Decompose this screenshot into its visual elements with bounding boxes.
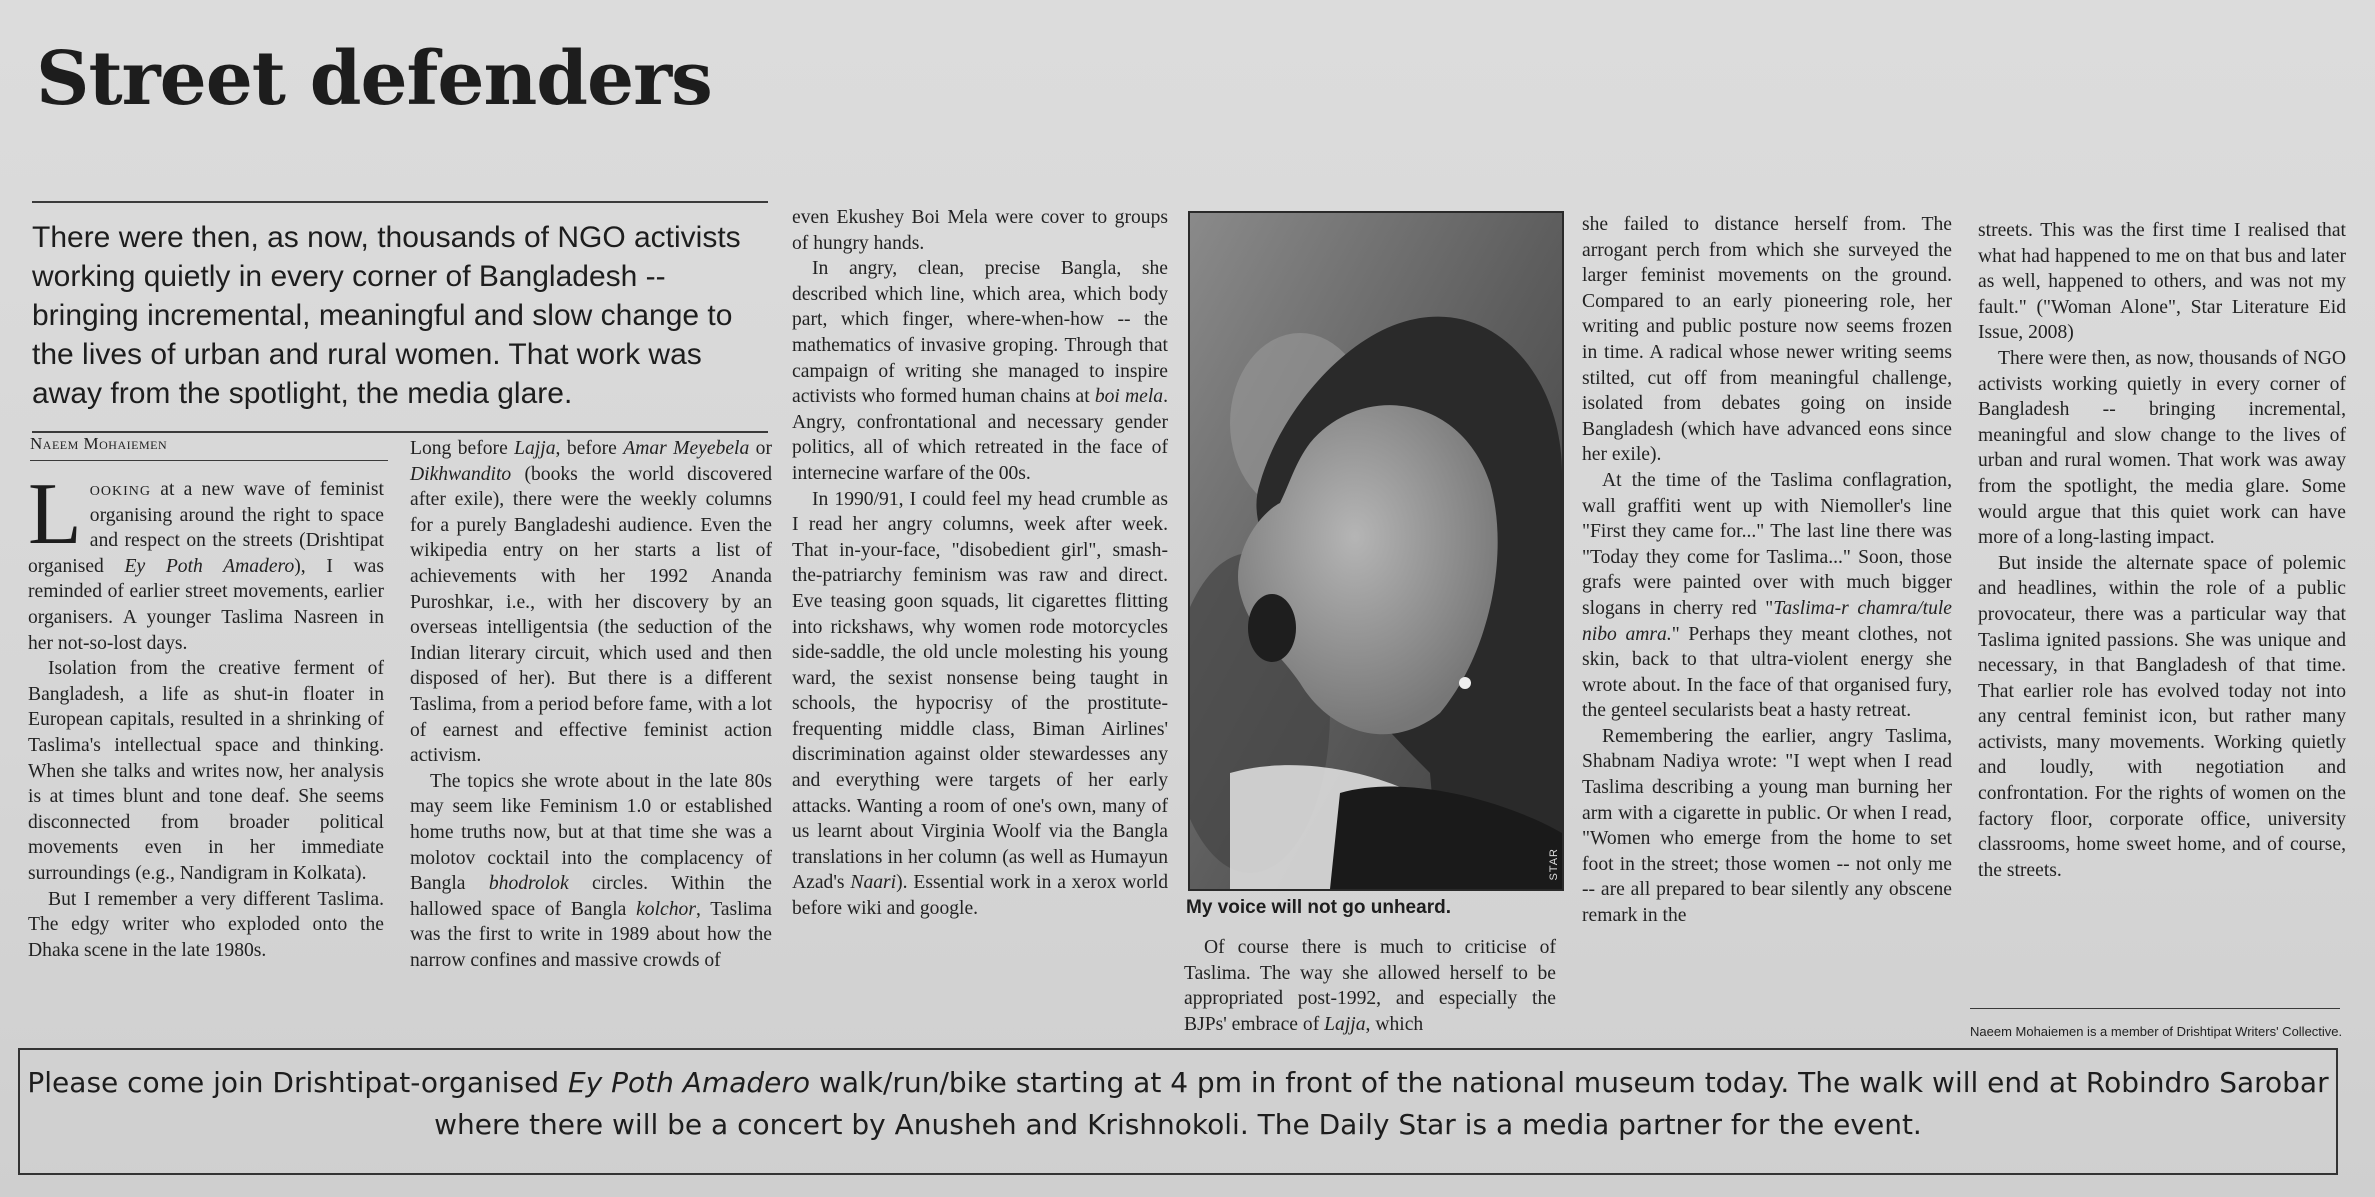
paragraph-text: In 1990/91, I could feel my head crumble as I read her angry columns, week after week. That in-your-face, "disobedient girl", smash-the-patriarchy feminism was raw and direct. Eve teasing goon squads, lit cigarettes flitting into rickshaws, why women rode motorcycles side-saddle, the old uncle molesting his young ward, the sexist nonsense being taught in schools, the hypocrisy of the prostitute-frequenting middle class, Biman Airlines' discrimination against older stewardesses any and everything were targets of her early attacks. Wanting a room of one's own, many of us learnt about Virginia Woolf via the Bangla translations in her column (as well as Humayun Azad's xyxy=(792,488,1168,894)
italic-term: bhodrolok xyxy=(488,873,569,895)
standfirst-bottom-rule xyxy=(32,431,768,433)
article-paragraph: But I remember a very different Taslima. The edgy writer who exploded onto the Dhaka scene in the late 1980s. xyxy=(28,888,384,961)
paragraph-text: " Perhaps they meant clothes, not skin, back to that ultra-violent energy she wrote about. In the face of that organised fury, the genteel secularists beat a hasty retreat. xyxy=(1582,623,1952,722)
italic-quote: Taslima-r chamra/tule nibo amra. xyxy=(1582,597,1953,645)
photo-caption: My voice will not go unheard. xyxy=(1186,897,1451,918)
paragraph-text: (books the world discovered after exile), there were the weekly columns for a purely Bangladeshi audience. Even the wikipedia entry on her starts a list of achievements with her 1992 Ananda Puroshkar, i.e., with her discovery by an overseas intelligentsia (the seduction of the Indian literary circuit, which used and then disposed of her). But there is a different Taslima, from a period before fame, with a lot of earnest and effective feminist action activism. xyxy=(410,463,772,767)
article-paragraph xyxy=(1582,468,1952,724)
article-column-4 xyxy=(1184,935,1556,1037)
byline-rule xyxy=(30,460,388,461)
article-paragraph xyxy=(410,769,772,974)
headline: Street defenders xyxy=(36,36,712,122)
paragraph-text: , Taslima was the first to write in 1989 about how the narrow confines and massive crowds of xyxy=(410,898,772,971)
paragraph-text: , which xyxy=(1365,1013,1424,1035)
italic-term: kolchor xyxy=(636,898,696,920)
article-column-3 xyxy=(792,205,1168,922)
paragraph-text: At the time of the Taslima conflagration, wall graffiti went up with Niemoller's line "First they came for..." The last line there was "Today they come for Taslima..." Soon, those grafs were painted over with much bigger slogans in cherry red " xyxy=(1582,469,1952,619)
article-column-1 xyxy=(28,466,384,963)
paragraph-text: ). Essential work in a xerox world before wiki and google. xyxy=(792,872,1168,920)
article-paragraph: But inside the alternate space of polemic and headlines, within the role of a public provocateur, there was a particular way that Taslima ignited passions. She was unique and necessary, in that Bangladesh of that time. That earlier role has evolved today not into any central feminist icon, but rather many activists, many movements. Working quietly and loudly, with negotiation and confrontation. For the rights of women on the factory floor, corporate office, university classrooms, home sweet home, and of course, the streets. xyxy=(1978,552,2346,881)
italic-title: Dikhwandito xyxy=(410,463,512,485)
article-paragraph xyxy=(792,256,1168,486)
standfirst: There were then, as now, thousands of NGO activists working quietly in every corner of Bangladesh -- bringing incremental, meaningful and slow change to the lives of urban and rural women. That work was away from the spotlight, the media glare. xyxy=(32,221,741,410)
woman-shouting-image xyxy=(1190,213,1562,889)
paragraph-text: , before xyxy=(555,438,624,459)
article-paragraph: she failed to distance herself from. The arrogant perch from which she surveyed the larger feminist movements on the ground. Compared to an early pioneering role, her writing and public posture now seems frozen in time. A radical whose newer writing seems stilted, cut off from meaningful challenge, isolated from debates going on inside Bangladesh (which have advanced eons since her exile). xyxy=(1582,214,1952,466)
article-paragraph xyxy=(28,466,384,656)
paragraph-text: circles. Within the hallowed space of Bangla xyxy=(410,873,772,920)
standfirst-top-rule xyxy=(32,201,768,203)
paragraph-text: Long before xyxy=(410,438,515,459)
bio-rule xyxy=(1970,1008,2340,1009)
author-bio: Naeem Mohaiemen is a member of Drishtipat Writers' Collective. xyxy=(1970,1024,2343,1039)
italic-title: Lajja xyxy=(1324,1013,1366,1035)
article-paragraph: Isolation from the creative ferment of Bangladesh, a life as shut-in floater in European capitals, resulted in a shrinking of Taslima's intellectual space and thinking. When she talks and writes now, her analysis is at times blunt and tone deaf. She seems disconnected from broader political movements even in her immediate surroundings (e.g., Nandigram in Kolkata). xyxy=(28,658,384,884)
italic-title: Ey Poth Amadero xyxy=(124,555,295,577)
lead-in-caps: ooking xyxy=(89,479,151,500)
italic-term: boi mela xyxy=(1094,386,1164,408)
promo-event-name: Ey Poth Amadero xyxy=(568,1066,811,1099)
paragraph-text: The topics she wrote about in the late 80s may seem like Feminism 1.0 or established home truths now, but at that time she was a molotov cocktail into the complacency of Bangla xyxy=(410,770,772,895)
article-column-6 xyxy=(1978,218,2346,883)
article-column-5 xyxy=(1582,212,1952,929)
paragraph-text: at a new wave of feminist organising around the right to space and respect on the streets (Drishtipat organised xyxy=(28,479,384,577)
article-paragraph: Remembering the earlier, angry Taslima, Shabnam Nadiya wrote: "I wept when I read Taslima describing a young man burning her arm with a cigarette in public. Or when I read, "Women who emerge from the home to set foot in the street; those women -- not only me -- are all prepared to bear silently any obscene remark in the xyxy=(1582,725,1952,927)
paragraph-text: . Angry, confrontational and necessary gender politics, all of which retreated in the face of internecine warfare of the 00s. xyxy=(792,386,1168,484)
promo-text: walk/run/bike starting at 4 pm in front of the national museum today. The walk will end at Robindro Sarobar where there will be a concert by Anusheh and Krishnokoli. The Daily Star is a media partner for the event. xyxy=(434,1066,2329,1141)
italic-title: Amar Meyebela xyxy=(623,438,750,459)
byline: Naeem Mohaiemen xyxy=(30,434,168,453)
paragraph-text: In angry, clean, precise Bangla, she described which line, which area, which body part, which finger, where-when-how -- the mathematics of invasive groping. Through that campaign of writing she managed to inspire activists who formed human chains at xyxy=(792,258,1168,408)
article-column-2 xyxy=(410,436,772,973)
promo-text: Please come join Drishtipat-organised xyxy=(27,1066,568,1099)
paragraph-text: Of course there is much to criticise of Taslima. The way she allowed herself to be appropriated post-1992, and especially the BJPs' embrace of xyxy=(1184,937,1556,1035)
article-paragraph xyxy=(792,487,1168,922)
event-promo-text xyxy=(20,1062,2336,1146)
paragraph-text: or xyxy=(749,438,772,459)
italic-title: Lajja xyxy=(514,438,556,459)
photo-credit: STAR xyxy=(1548,848,1560,881)
article-paragraph: even Ekushey Boi Mela were cover to groups of hungry hands. xyxy=(792,207,1168,254)
protest-photo xyxy=(1188,211,1564,891)
article-paragraph xyxy=(1184,935,1556,1037)
italic-title: Naari xyxy=(850,872,897,894)
article-paragraph: There were then, as now, thousands of NGO activists working quietly in every corner of Bangladesh -- bringing incremental, meaningful and slow change to the lives of urban and rural women. That work was away from the spotlight, the media glare. Some would argue that this quiet work can have more of a long-lasting impact. xyxy=(1978,347,2346,549)
drop-cap: L xyxy=(28,466,82,563)
event-promo-box xyxy=(18,1048,2338,1175)
article-paragraph xyxy=(410,436,772,769)
article-paragraph: streets. This was the first time I realised that what had happened to me on that bus and later as well, happened to others, and was not my fault." ("Woman Alone", Star Literature Eid Issue, 2008) xyxy=(1978,220,2346,344)
paragraph-text: ), I was reminded of earlier street movements, earlier organisers. A younger Taslima Nasreen in her not-so-lost days. xyxy=(28,555,384,654)
